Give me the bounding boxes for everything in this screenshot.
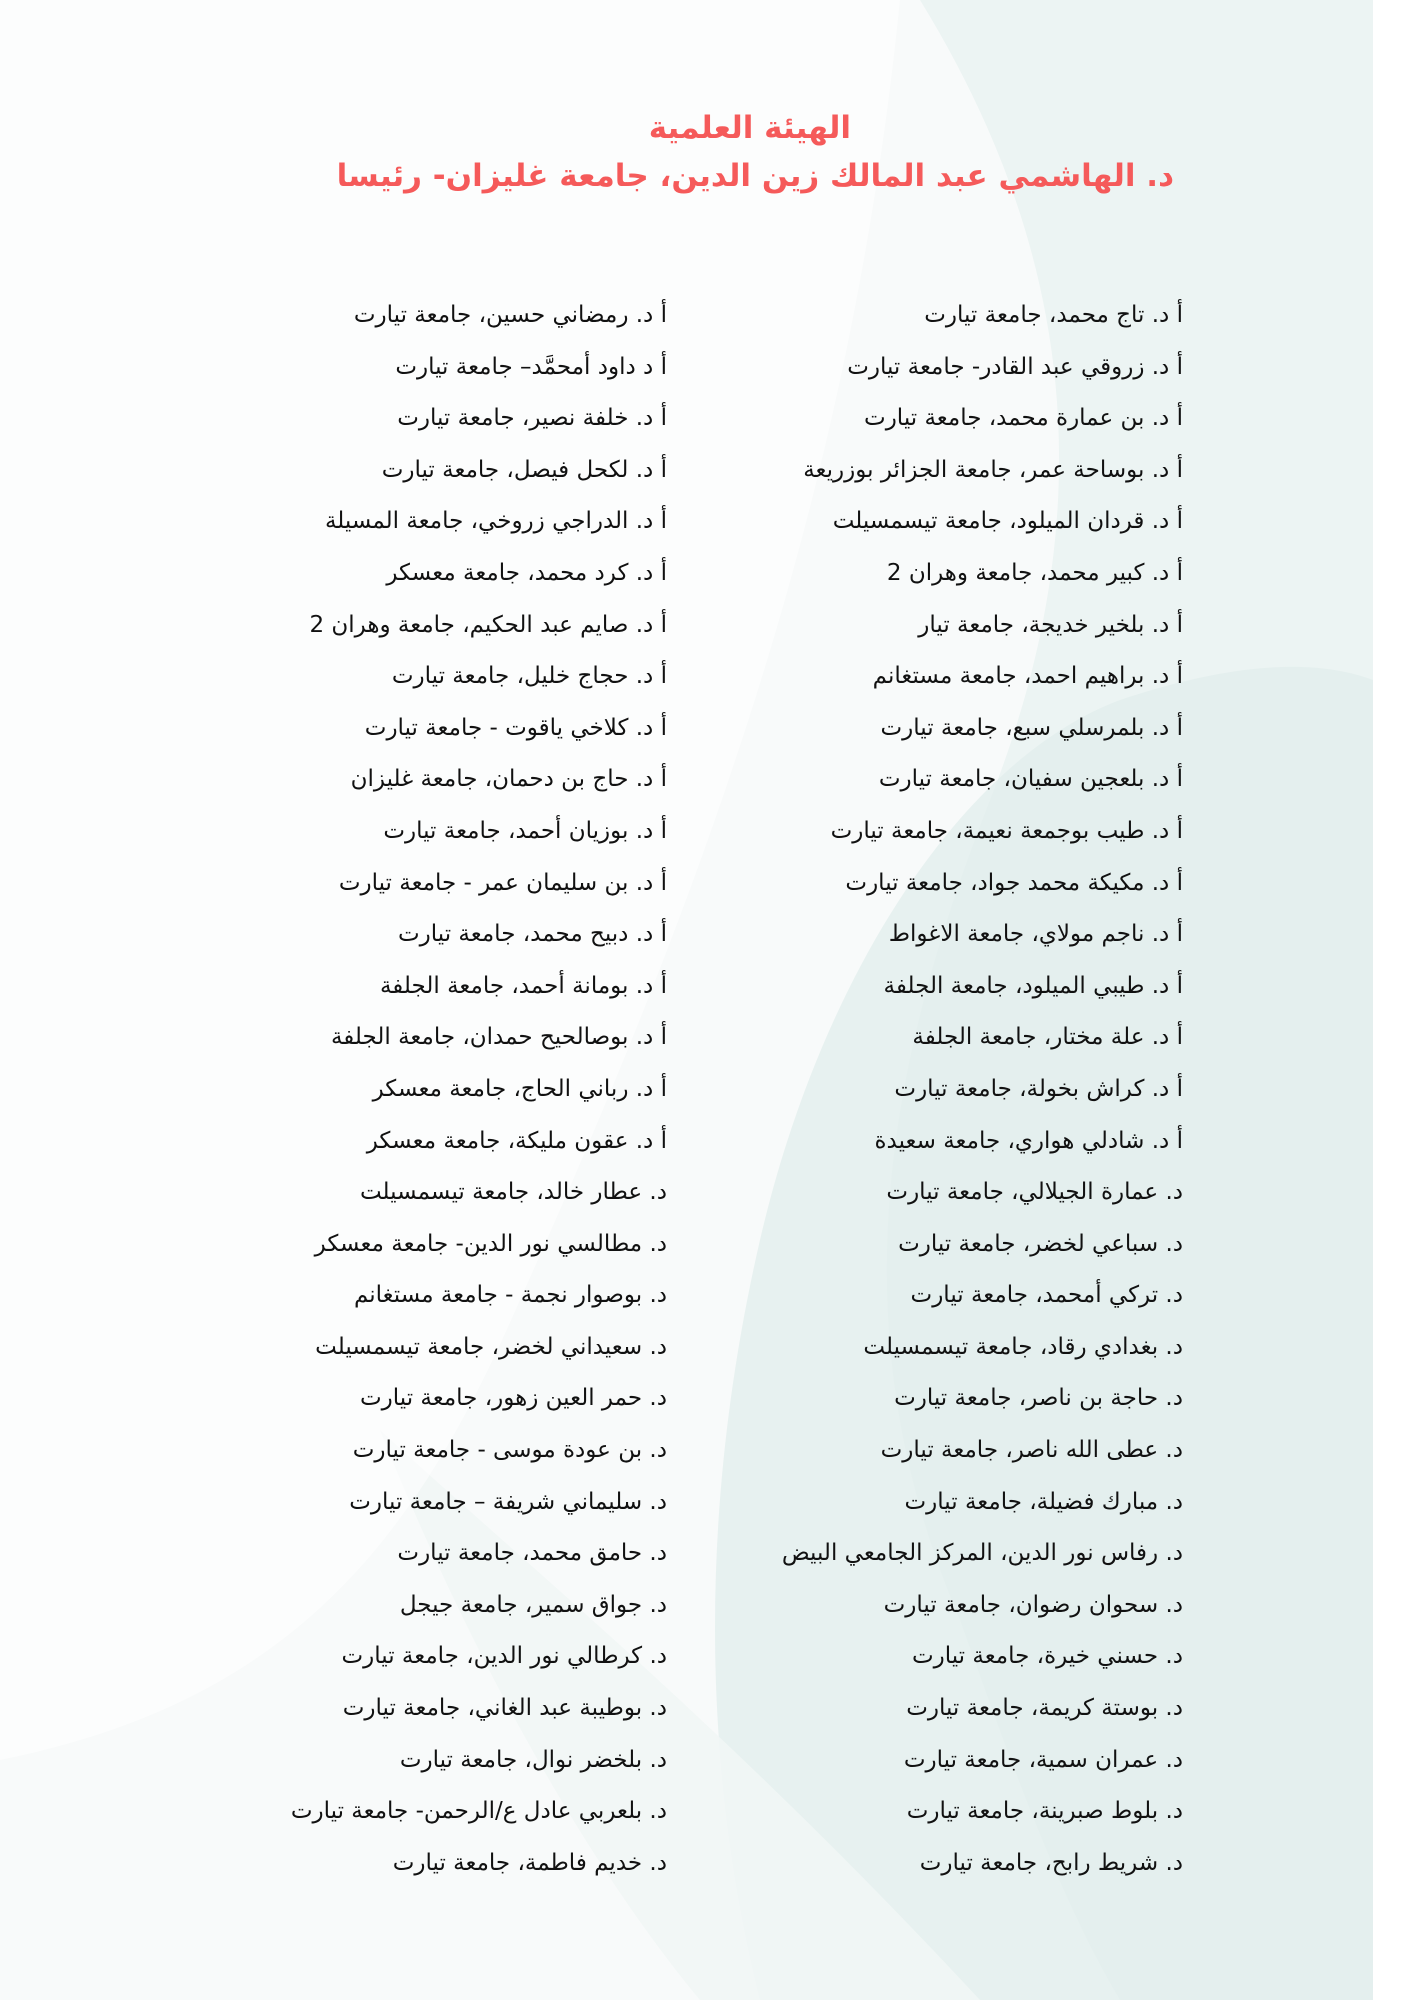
member-entry: د. سحوان رضوان، جامعة تيارت <box>883 1591 1183 1618</box>
member-entry: د. بلعربي عادل ع/الرحمن- جامعة تيارت <box>290 1798 667 1825</box>
member-entry: د. حسني خيرة، جامعة تيارت <box>911 1643 1183 1670</box>
member-entry: أ د. عقون مليكة، جامعة معسكر <box>366 1127 667 1154</box>
member-entry: أ د. بلخير خديجة، جامعة تيار <box>918 611 1183 638</box>
member-entry: د. عمران سمية، جامعة تيارت <box>903 1746 1183 1773</box>
member-entry: أ د. تاج محمد، جامعة تيارت <box>924 302 1183 328</box>
member-entry: أ د. رمضاني حسين، جامعة تيارت <box>353 302 667 328</box>
member-entry: د. سعيداني لخضر، جامعة تيسمسيلت <box>315 1333 667 1360</box>
member-entry: د. عطار خالد، جامعة تيسمسيلت <box>359 1179 667 1206</box>
member-entry: د. حاجة بن ناصر، جامعة تيارت <box>894 1385 1183 1412</box>
member-entry: د. حمر العين زهور، جامعة تيارت <box>360 1385 667 1412</box>
member-entry: أ د. خلفة نصير، جامعة تيارت <box>397 405 667 432</box>
member-entry: أ د. بوصالحيح حمدان، جامعة الجلفة <box>330 1024 667 1051</box>
member-entry: أ د. كراش بخولة، جامعة تيارت <box>894 1075 1183 1102</box>
member-entry: د. عطى الله ناصر، جامعة تيارت <box>880 1437 1183 1464</box>
member-entry: د. بلخضر نوال، جامعة تيارت <box>399 1746 667 1773</box>
member-entry: د. بوصوار نجمة - جامعة مستغانم <box>353 1282 667 1309</box>
member-entry: أ د. الدراجي زروخي، جامعة المسيلة <box>324 508 667 535</box>
member-entry: أ د. لكحل فيصل، جامعة تيارت <box>381 456 667 483</box>
member-entry: أ د. زروقي عبد القادر- جامعة تيارت <box>847 353 1183 380</box>
member-entry: د. بلوط صبرينة، جامعة تيارت <box>906 1798 1183 1825</box>
member-entry: أ د. ناجم مولاي، جامعة الاغواط <box>888 921 1183 948</box>
member-entry: د. بوطيبة عبد الغاني، جامعة تيارت <box>342 1695 667 1722</box>
member-entry: د. كرطالي نور الدين، جامعة تيارت <box>341 1643 667 1670</box>
member-entry: د. بن عودة موسى - جامعة تيارت <box>352 1437 667 1464</box>
member-entry: د. عمارة الجيلالي، جامعة تيارت <box>886 1179 1183 1206</box>
member-entry: أ د. علة مختار، جامعة الجلفة <box>912 1024 1183 1051</box>
president-name: د. الهاشمي عبد المالك زين الدين، جامعة غليزان- رئيسا <box>336 158 1174 194</box>
member-entry: د. سليماني شريفة – جامعة تيارت <box>349 1488 667 1515</box>
member-entry: أ د. طيبي الميلود، جامعة الجلفة <box>883 972 1183 999</box>
member-entry: أ د. حجاج خليل، جامعة تيارت <box>391 663 667 690</box>
member-entry: د. رفاس نور الدين، المركز الجامعي البيض <box>781 1540 1183 1567</box>
member-entry: أ د داود أمحمَّد– جامعة تيارت <box>395 353 667 380</box>
member-entry: د. بوستة كريمة، جامعة تيارت <box>906 1695 1183 1722</box>
member-entry: أ د. بن عمارة محمد، جامعة تيارت <box>864 405 1183 432</box>
member-entry: د. مبارك فضيلة، جامعة تيارت <box>904 1488 1183 1515</box>
member-entry: د. شريط رابح، جامعة تيارت <box>919 1849 1183 1876</box>
member-entry: أ د. دبيح محمد، جامعة تيارت <box>398 921 667 948</box>
member-entry: أ د. شادلي هواري، جامعة سعيدة <box>874 1127 1183 1154</box>
committee-list-right <box>782 290 1183 1889</box>
member-entry: د. تركي أمحمد، جامعة تيارت <box>910 1282 1183 1309</box>
committee-list-left <box>291 290 667 1889</box>
committee-title: الهيئة العلمية <box>648 110 851 146</box>
member-entry: أ د. حاج بن دحمان، جامعة غليزان <box>350 766 667 793</box>
member-entry: د. حامق محمد، جامعة تيارت <box>397 1540 667 1567</box>
member-entry: د. مطالسي نور الدين- جامعة معسكر <box>314 1230 667 1257</box>
member-entry: أ د. بلعجين سفيان، جامعة تيارت <box>878 766 1183 793</box>
member-entry: أ د. بومانة أحمد، جامعة الجلفة <box>379 972 667 999</box>
member-entry: د. خديم فاطمة، جامعة تيارت <box>392 1849 667 1876</box>
member-entry: أ د. بوساحة عمر، جامعة الجزائر بوزريعة <box>803 456 1183 483</box>
member-entry: د. سباعي لخضر، جامعة تيارت <box>898 1230 1183 1257</box>
member-entry: د. بغدادي رقاد، جامعة تيسمسيلت <box>863 1333 1183 1360</box>
member-entry: أ د. كبير محمد، جامعة وهران 2 <box>886 559 1183 586</box>
member-entry: أ د. كلاخي ياقوت - جامعة تيارت <box>364 714 667 741</box>
member-entry: أ د. مكيكة محمد جواد، جامعة تيارت <box>845 869 1183 896</box>
member-entry: أ د. براهيم احمد، جامعة مستغانم <box>872 663 1183 690</box>
member-entry: أ د. قردان الميلود، جامعة تيسمسيلت <box>832 508 1183 535</box>
member-entry: أ د. بوزيان أحمد، جامعة تيارت <box>383 817 667 844</box>
member-entry: أ د. صايم عبد الحكيم، جامعة وهران 2 <box>309 611 667 638</box>
member-entry: أ د. كرد محمد، جامعة معسكر <box>386 559 667 586</box>
member-entry: أ د. بن سليمان عمر - جامعة تيارت <box>338 869 667 896</box>
member-entry: أ د. رباني الحاج، جامعة معسكر <box>372 1075 667 1102</box>
member-entry: أ د. طيب بوجمعة نعيمة، جامعة تيارت <box>830 817 1183 844</box>
member-entry: د. جواق سمير، جامعة جيجل <box>399 1591 667 1618</box>
member-entry: أ د. بلمرسلي سبع، جامعة تيارت <box>880 714 1183 741</box>
